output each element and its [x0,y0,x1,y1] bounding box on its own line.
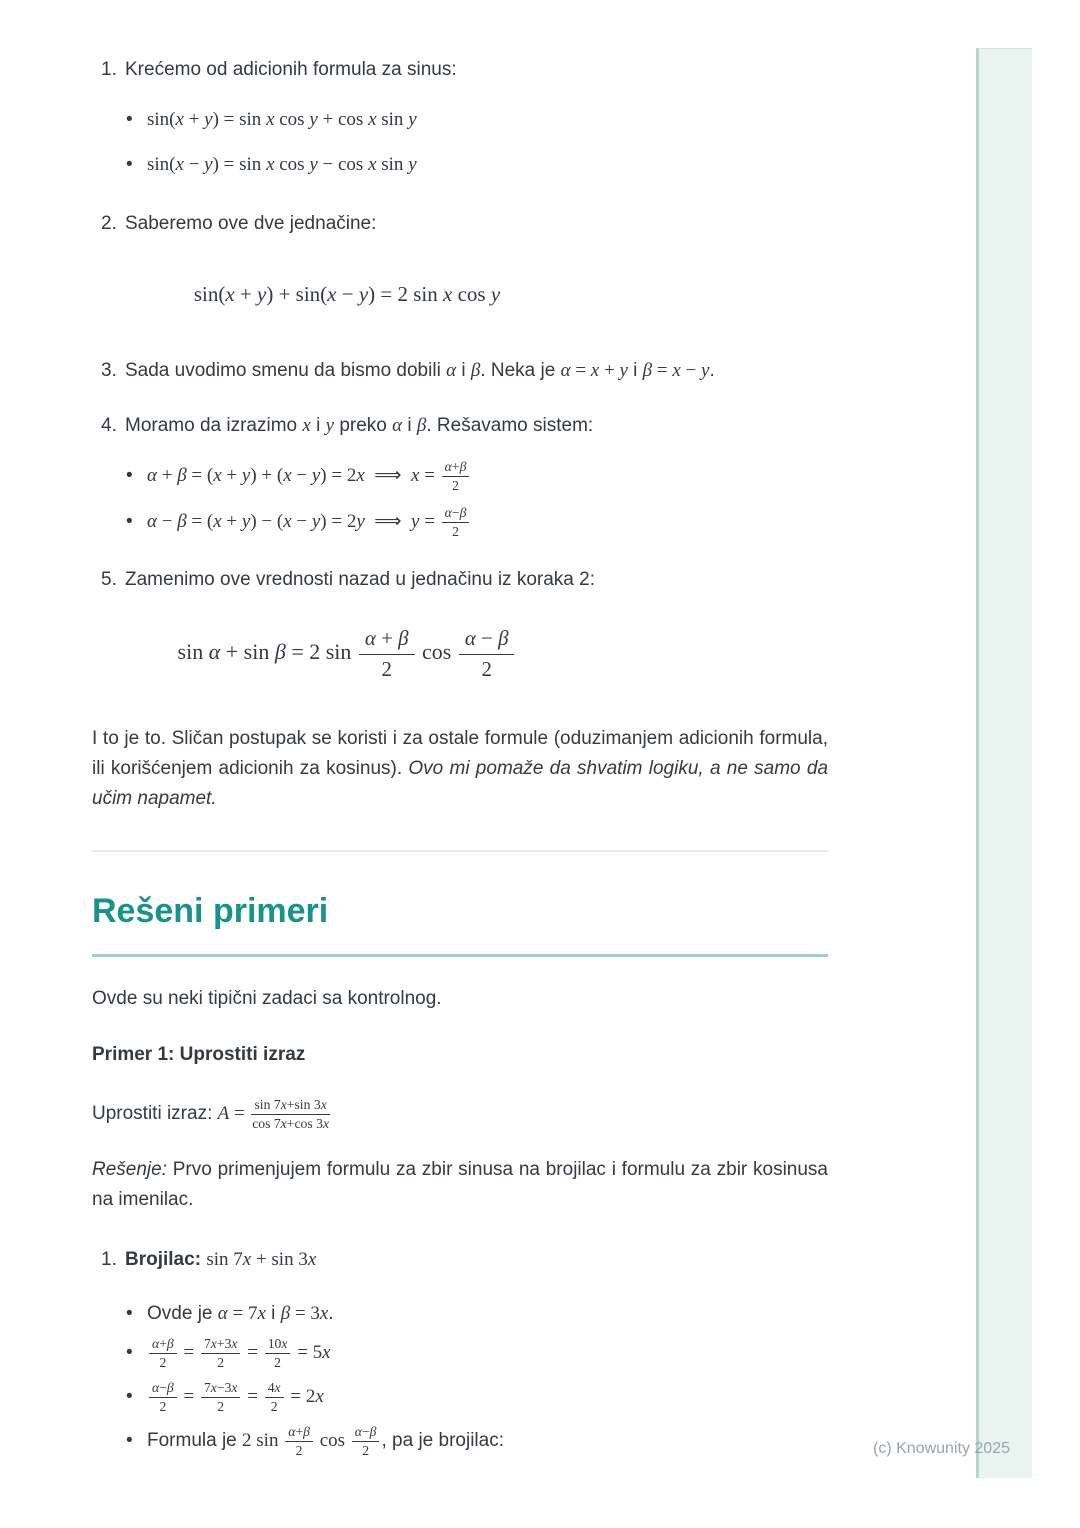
formula-bullet [126,107,828,133]
example-bullet: • Formula je 2 sin $\frac{\alpha+\beta}{2}$ cos $\frac{\alpha-\beta}{2}$ , pa je brojilac: [126,1423,828,1459]
fraction [352,1424,380,1459]
fraction-numerator: α−β [442,505,470,523]
fraction [251,1097,329,1132]
fraction [201,1336,241,1371]
inline-math: sin(x + y) + sin(x − y) = 2 sin x cos y [193,282,501,306]
derivation-step-5 [92,565,828,682]
fraction [149,1336,177,1371]
section-heading: Rešeni primeri [92,888,828,957]
fraction-numerator: 7x−3x [201,1380,241,1398]
inline-math: 2 sin $\frac{\alpha+\beta}{2}$ cos $\frac{\alpha-\beta}{2}$ [242,1430,381,1451]
fraction [442,505,470,540]
formula-bullet [126,152,828,178]
fraction-denominator: 2 [381,656,392,681]
inline-math: α [392,415,403,436]
formula-bullet-list [125,107,828,178]
step-text: Zamenimo ove vrednosti nazad u jednačinu iz koraka 2: [125,568,595,590]
derivation-step-4 [92,411,828,541]
step-body [125,565,828,682]
step-body [125,411,828,541]
step-text: Sada uvodimo smenu da bismo dobili α i β. Neka je α = x + y i β = x − y. [125,360,715,381]
fraction-numerator: α + β [359,625,415,654]
step-text: Brojilac: sin 7x + sin 3x [125,1248,317,1270]
derivation-step-2 [92,209,828,311]
fraction-denominator: cos 7x+cos 3x [252,1115,330,1131]
inline-math: α [446,360,457,381]
fraction [149,1380,177,1415]
step-text: Saberemo ove dve jednačine: [125,213,377,234]
fraction-denominator: 2 [452,478,459,494]
fraction-numerator: 10x [265,1336,291,1354]
inline-math: α + β = (x + y) + (x − y) = 2x ⟹ x = $\frac{\alpha+\beta}{2}$ [147,465,471,486]
fraction-numerator: α−β [352,1424,380,1442]
inline-math: β [416,415,427,436]
formula-bullet-list [125,458,828,541]
example-1-step-1 [92,1245,828,1460]
step-text: Krećemo od adicionih formula za sinus: [125,59,457,80]
derivation-step-3 [92,356,828,385]
fraction [285,1424,313,1459]
fraction-denominator: 2 [159,1399,167,1415]
copyright-notice: (c) Knowunity 2025 [873,1440,1010,1457]
example-bullet: • Ovde je α = 7x i β = 3x. [126,1301,828,1327]
step-number: 2. [101,213,117,234]
display-formula-result [125,624,569,682]
fraction-numerator: 4x [265,1380,284,1398]
inline-math: x [302,415,311,436]
inline-math: A = $\frac{\sin 7x+\sin 3x}{\cos 7x+\cos 3x}$ [217,1096,330,1131]
step-number: 1. [101,1248,117,1270]
fraction [201,1380,241,1415]
step-body [125,356,828,385]
formula-bullet [126,458,828,494]
fraction [459,625,515,681]
fraction-denominator: 2 [217,1354,225,1370]
inline-math: sin(x + y) = sin x cos y + cos x sin y [147,109,417,130]
fraction-numerator: α − β [459,625,515,654]
fraction [359,625,415,681]
inline-math: • $\frac{\alpha-\beta}{2}$ = $\frac{7x-3x}{2}$ = $\frac{4x}{2}$ = 2x [147,1386,324,1407]
section-intro: Ovde su neki tipični zadaci sa kontrolnog. [92,987,442,1009]
fraction-numerator: α+β [285,1424,313,1442]
step-body [125,1245,828,1460]
fraction [265,1336,291,1371]
derivation-step-1 [92,55,828,178]
step-number: 1. [101,59,117,80]
fraction [265,1380,284,1415]
step-text: Moramo da izrazimo x i y preko α i β. Rešavamo sistem: [125,415,594,436]
fraction-denominator: 2 [217,1399,225,1415]
inline-math: β [470,360,481,381]
fraction-denominator: 2 [362,1443,370,1459]
inline-math: sin α + sin β = 2 sin $\frac{\alpha + \beta}{2}$ cos $\frac{\alpha - \beta}{2}$ [178,639,517,664]
example-1-solution-intro: Rešenje: Prvo primenjujem formulu za zbir sinusa na brojilac i formulu za zbir kosinusa na imenilac. [92,1158,828,1210]
step-body [125,209,828,311]
inline-math: sin(x − y) = sin x cos y − cos x sin y [147,154,417,175]
section-divider [92,850,828,852]
fraction-numerator: 7x+3x [201,1336,241,1354]
fraction [442,459,470,494]
inline-math: • $\frac{\alpha+\beta}{2}$ = $\frac{7x+3x}{2}$ = $\frac{10x}{2}$ = 5x [147,1342,331,1363]
inline-math: α = 7x [217,1302,266,1324]
fraction-numerator: • α+β [149,1336,177,1354]
step-number: 5. [101,568,117,590]
fraction-numerator: • α−β [149,1380,177,1398]
inline-math: α − β = (x + y) − (x − y) = 2y ⟹ y = $\frac{\alpha-\beta}{2}$ [147,511,471,532]
example-bullet [126,1335,828,1371]
fraction-denominator: 2 [481,656,492,681]
display-formula-sum [125,278,569,311]
fraction-denominator: 2 [295,1443,303,1459]
example-bullet [126,1379,828,1415]
fraction-numerator: α+β [442,459,470,477]
example-1-problem: Uprostiti izraz: A = $\frac{\sin 7x+\sin 3x}{\cos 7x+\cos 3x}$ [92,1094,828,1134]
formula-bullet [126,504,828,540]
step-body [125,55,828,178]
page-edge-accent-bar [976,48,1032,1478]
step-number: 3. [101,360,117,381]
example-1-title: Primer 1: Uprostiti izraz [92,1043,306,1065]
inline-math: α = x + y [560,360,628,381]
fraction-numerator: sin 7x+sin 3x [251,1097,329,1115]
fraction-denominator: 2 [274,1354,281,1370]
closing-paragraph: I to je to. Sličan postupak se koristi i za ostale formule (oduzimanjem adicionih formula, ili korišćenjem adicionih za kosinus). Ovo mi pomaže da shvatim logiku, a ne samo da učim napamet. [92,727,829,809]
step-number: 4. [101,415,117,436]
inline-math: y [325,415,335,436]
inline-math: β = x − y [642,360,710,381]
inline-math: sin 7x + sin 3x [206,1248,317,1270]
fraction-denominator: 2 [270,1399,278,1415]
example-bullet-list [125,1301,828,1460]
fraction-denominator: 2 [452,524,459,540]
inline-math: β = 3x [280,1302,329,1324]
fraction-denominator: 2 [159,1354,167,1370]
document-content [92,0,828,1459]
